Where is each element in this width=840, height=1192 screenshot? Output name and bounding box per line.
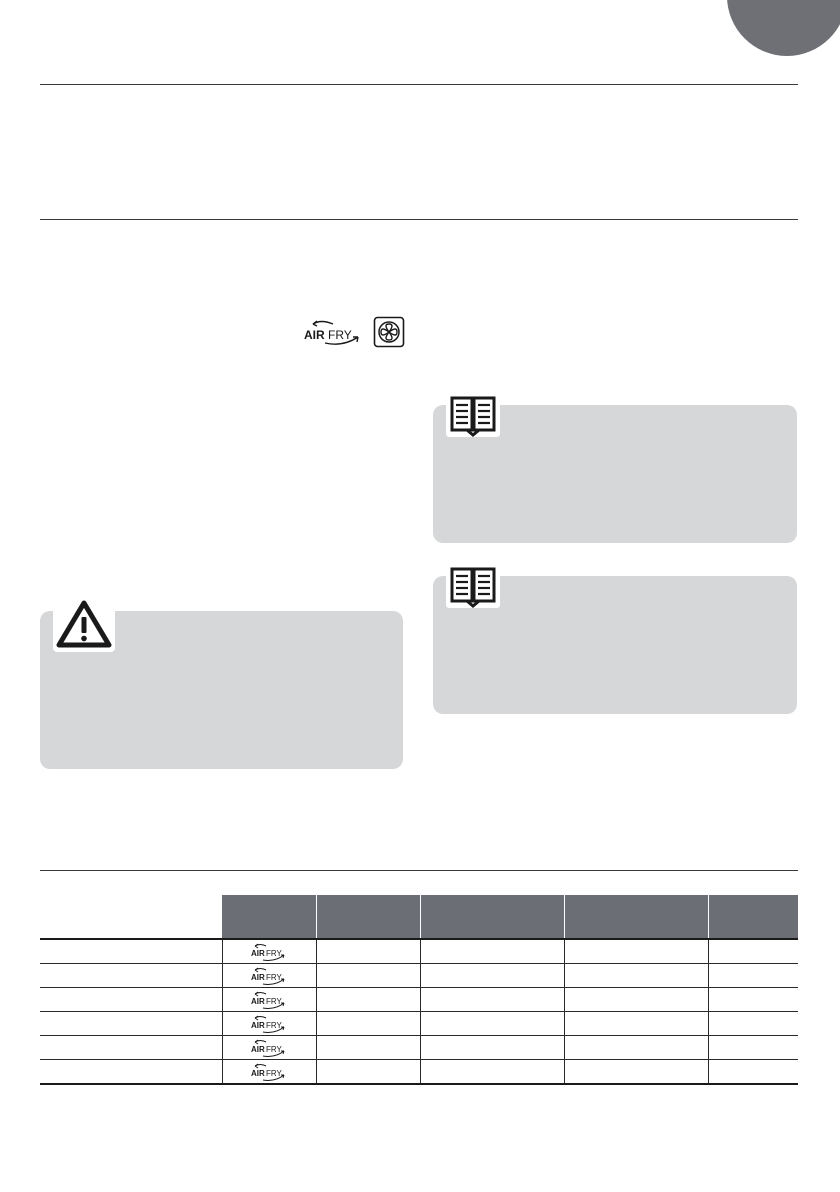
table-header-cell: [222, 895, 316, 939]
table-row: [40, 1036, 798, 1060]
table-cell: [40, 1012, 222, 1036]
table-row: [40, 964, 798, 988]
book-icon: [446, 393, 500, 437]
table-cell: [420, 1060, 564, 1085]
mode-cell: [222, 1036, 316, 1060]
inline-mode-icons: [303, 316, 405, 348]
table-cell: [708, 1060, 798, 1085]
table-cell: [564, 1060, 708, 1085]
table-cell: [316, 1060, 420, 1085]
note-box: [433, 405, 797, 543]
table-header-cell: [708, 895, 798, 939]
table-cell: [564, 1036, 708, 1060]
table-cell: [316, 1012, 420, 1036]
table-cell: [316, 964, 420, 988]
page-tab: [727, 0, 840, 56]
cooking-table: [40, 895, 798, 1085]
mode-cell: [222, 939, 316, 964]
svg-text:FRY: FRY: [266, 972, 282, 982]
table-cell: [420, 939, 564, 964]
airfry-icon: [249, 1038, 289, 1058]
svg-text:FRY: FRY: [266, 1044, 282, 1054]
airfry-icon-text: FRY: [328, 328, 352, 342]
table-cell: [420, 988, 564, 1012]
table-cell: [316, 939, 420, 964]
svg-text:AIR: AIR: [251, 1044, 265, 1054]
section-divider: [40, 219, 798, 220]
svg-text:FRY: FRY: [266, 948, 282, 958]
table-cell: [40, 939, 222, 964]
table-cell: [708, 1012, 798, 1036]
airfry-icon: [249, 942, 289, 962]
table-cell: [40, 964, 222, 988]
note-box: [433, 576, 797, 714]
table-header-cell: [316, 895, 420, 939]
table-cell: [420, 1012, 564, 1036]
section-divider: [40, 84, 798, 85]
table-cell: [420, 1036, 564, 1060]
table-row: [40, 939, 798, 964]
airfry-icon-text: AIR: [304, 328, 325, 342]
airfry-icon: [249, 990, 289, 1010]
airfry-icon: [249, 1062, 289, 1082]
mode-cell: [222, 1060, 316, 1085]
table-row: [40, 988, 798, 1012]
table-cell: [708, 988, 798, 1012]
table-cell: [40, 988, 222, 1012]
table-cell: [40, 1036, 222, 1060]
mode-cell: [222, 1012, 316, 1036]
book-icon: [446, 564, 500, 608]
mode-cell: [222, 964, 316, 988]
warning-icon: [53, 598, 115, 652]
table-header-cell: [564, 895, 708, 939]
section-divider: [40, 870, 798, 871]
table-header-cell: [420, 895, 564, 939]
fan-icon: [373, 316, 405, 348]
table-cell: [564, 1012, 708, 1036]
table-header-cell: [40, 895, 222, 939]
table-cell: [564, 964, 708, 988]
table-cell: [40, 1060, 222, 1085]
table-cell: [316, 988, 420, 1012]
svg-text:AIR: AIR: [251, 996, 265, 1006]
warning-box: [40, 611, 403, 769]
table-cell: [564, 939, 708, 964]
svg-text:FRY: FRY: [266, 1068, 282, 1078]
svg-text:AIR: AIR: [251, 972, 265, 982]
airfry-icon: [249, 966, 289, 986]
table-cell: [420, 964, 564, 988]
svg-text:FRY: FRY: [266, 1020, 282, 1030]
table-row: [40, 1060, 798, 1085]
table-cell: [316, 1036, 420, 1060]
table-row: [40, 1012, 798, 1036]
airfry-icon: [303, 318, 367, 346]
svg-text:AIR: AIR: [251, 1068, 265, 1078]
table-header-row: [40, 895, 798, 939]
mode-cell: [222, 988, 316, 1012]
svg-text:FRY: FRY: [266, 996, 282, 1006]
table-cell: [708, 939, 798, 964]
svg-text:AIR: AIR: [251, 1020, 265, 1030]
table-cell: [708, 1036, 798, 1060]
airfry-icon: [249, 1014, 289, 1034]
svg-text:AIR: AIR: [251, 948, 265, 958]
table-cell: [564, 988, 708, 1012]
table-cell: [708, 964, 798, 988]
